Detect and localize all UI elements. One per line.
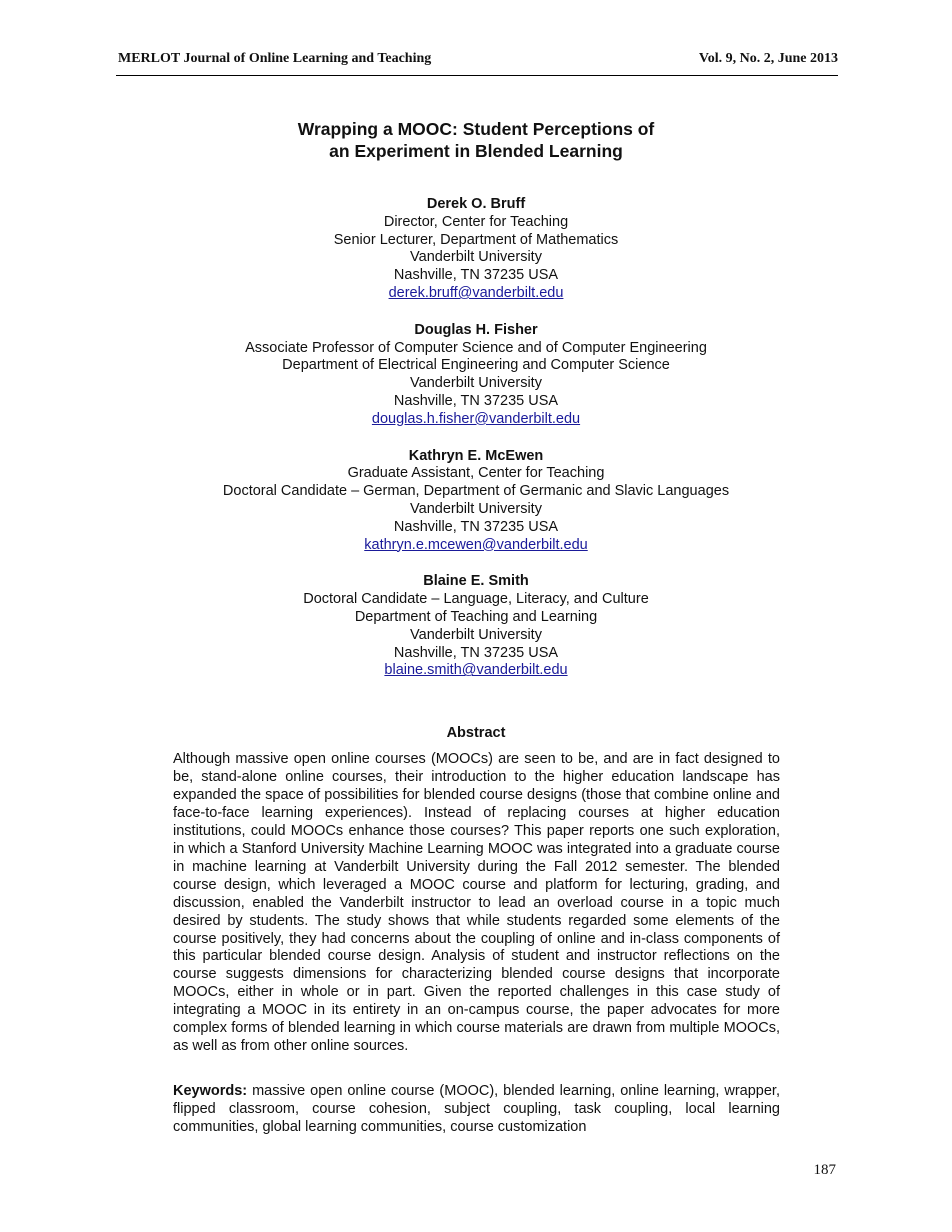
author-affiliation: Doctoral Candidate – German, Department of Germanic and Slavic Languages: [222, 483, 730, 500]
journal-name: MERLOT Journal of Online Learning and Teaching: [118, 51, 432, 66]
paper-title: [172, 118, 780, 162]
author-address: Nashville, TN 37235 USA: [393, 392, 559, 409]
author-email-link[interactable]: douglas.h.fisher@vanderbilt.edu: [371, 410, 581, 427]
author-email-link[interactable]: kathryn.e.mcewen@vanderbilt.edu: [364, 536, 588, 553]
keywords-label: Keywords:: [173, 1083, 248, 1099]
title-line-1: Wrapping a MOOC: Student Perceptions of: [297, 119, 655, 139]
author-list: [172, 196, 780, 699]
issue-info: Vol. 9, No. 2, June 2013: [698, 51, 838, 66]
author-institution: Vanderbilt University: [410, 249, 542, 266]
author-email-link[interactable]: blaine.smith@vanderbilt.edu: [384, 662, 568, 679]
keywords-text: massive open online course (MOOC), blended learning, online learning, wrapper, flipped classroom, course cohesion, subject coupling, task coupling, local learning communities, global learning communities, course customization: [173, 1083, 780, 1135]
author-address: Nashville, TN 37235 USA: [393, 267, 559, 284]
author-block-bruff: [172, 196, 780, 303]
author-affiliation: Associate Professor of Computer Science and of Computer Engineering: [245, 339, 707, 356]
author-name: Kathryn E. McEwen: [408, 447, 544, 464]
author-affiliation: Department of Electrical Engineering and Computer Science: [282, 357, 670, 374]
author-email-link[interactable]: derek.bruff@vanderbilt.edu: [388, 284, 564, 301]
author-affiliation: Doctoral Candidate – Language, Literacy, and Culture: [303, 591, 649, 608]
author-address: Nashville, TN 37235 USA: [393, 518, 559, 535]
header-rule: [116, 75, 838, 76]
author-name: Blaine E. Smith: [423, 573, 529, 590]
author-block-smith: [172, 573, 780, 680]
author-name: Douglas H. Fisher: [414, 321, 538, 338]
author-name: Derek O. Bruff: [426, 196, 526, 212]
author-affiliation: Director, Center for Teaching: [383, 213, 569, 230]
title-line-2: an Experiment in Blended Learning: [329, 141, 623, 161]
author-affiliation: Graduate Assistant, Center for Teaching: [347, 465, 605, 482]
author-affiliation: Department of Teaching and Learning: [354, 608, 598, 625]
author-block-mcewen: [172, 448, 780, 555]
page-number: 187: [813, 1162, 836, 1178]
author-block-fisher: [172, 322, 780, 429]
author-institution: Vanderbilt University: [410, 375, 542, 392]
author-affiliation: Senior Lecturer, Department of Mathematics: [333, 231, 619, 248]
author-address: Nashville, TN 37235 USA: [393, 644, 559, 661]
abstract-body: Although massive open online courses (MOOCs) are seen to be, and are in fact designed to be, stand-alone online courses, their introduction to the higher education landscape has expanded the space of possibilities for blended course designs (those that combine online and face-to-face learning experiences). Instead of replacing courses at higher education institutions, could MOOCs enhance those courses? This paper reports one such exploration, in which a Stanford University Machine Learning MOOC was integrated into a graduate course in machine learning at Vanderbilt University during the Fall 2012 semester. The blended course design, which leveraged a MOOC course and platform for lecturing, grading, and discussion, enabled the Vanderbilt instructor to lead an overload course in a topic much desired by students. The study shows that while students regarded some elements of the course positively, they had concerns about the coupling of online and in-class components of this particular blended course design. Analysis of student and instructor reflections on the course suggests dimensions for characterizing blended course designs that incorporate MOOCs, either in whole or in part. Given the reported challenges in this case study of integrating a MOOC in its entirety in an on-campus course, the paper advocates for more complex forms of blended learning in which course materials are drawn from multiple MOOCs, as well as from other online sources.: [173, 751, 780, 1055]
author-institution: Vanderbilt University: [410, 626, 542, 643]
abstract-heading: Abstract: [446, 725, 506, 741]
keywords-paragraph: [173, 1083, 780, 1137]
author-institution: Vanderbilt University: [410, 500, 542, 517]
